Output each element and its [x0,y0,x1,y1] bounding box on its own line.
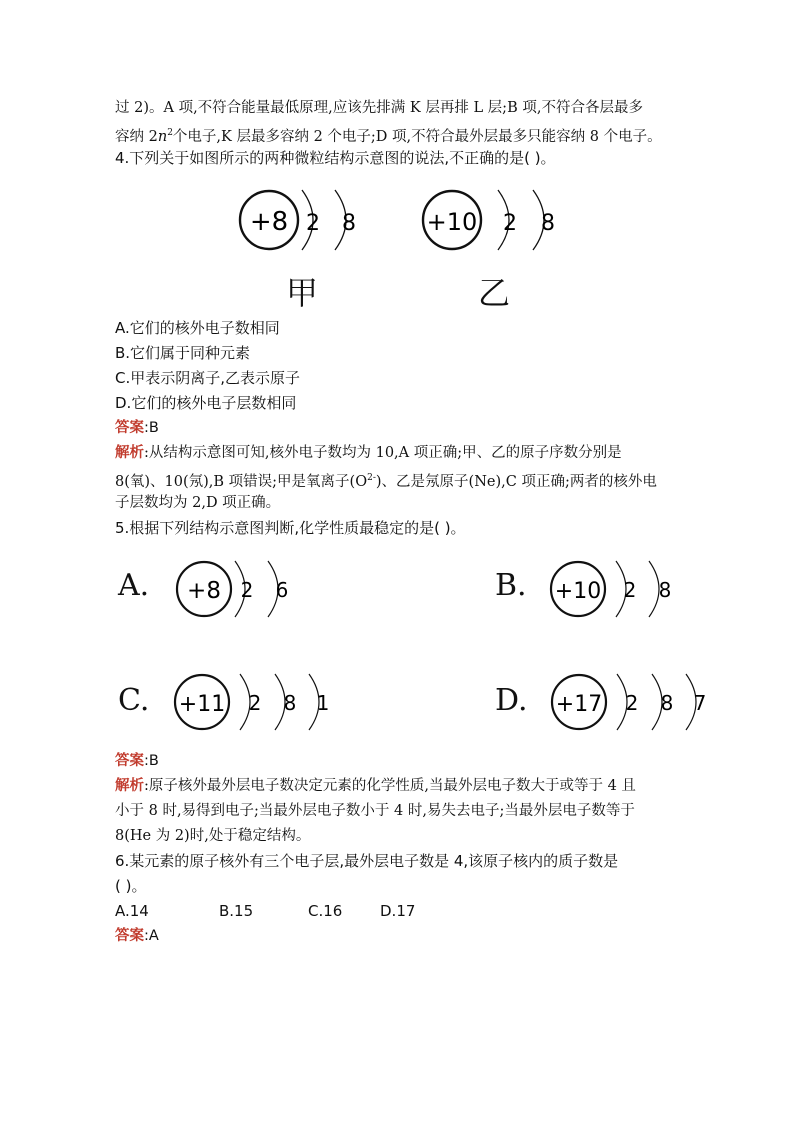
q5-option-c-letter: C. [118,683,150,718]
shell-electron-count: 8 [660,691,674,715]
nucleus-charge: +11 [178,692,226,717]
shell-electron-count: 8 [342,211,356,236]
nucleus-charge: +8 [249,207,289,237]
shell-electron-count: 8 [541,211,555,236]
figure-label-jia: 甲 [286,274,319,312]
nucleus-charge: +17 [555,692,603,717]
shell-electron-count: 7 [693,691,707,715]
q4-stem: 4.下列关于如图所示的两种微粒结构示意图的说法,不正确的是( )。 [115,149,556,167]
q4-option-c: C.甲表示阴离子,乙表示原子 [115,369,301,387]
q5-analysis-line-3: 8(He 为 2)时,处于稳定结构。 [115,828,311,844]
analysis-label: 解析 [115,445,144,461]
q5-option-b-diagram [548,555,688,625]
q4-option-d: D.它们的核外电子层数相同 [115,394,297,412]
atom-diagram-yi [423,190,555,250]
q5-option-a-letter: A. [118,568,150,603]
q6-option-c: C.16 [308,902,343,920]
q5-analysis-line-2: 小于 8 时,易得到电子;当最外层电子数小于 4 时,易失去电子;当最外层电子数等于 [115,803,635,819]
shell-electron-count: 2 [240,578,254,602]
electron-shell-arc [649,561,659,617]
q6-stem-line-2: ( )。 [115,877,147,895]
atom-diagram-jia [240,190,356,250]
q4-analysis-line-1: 解析:从结构示意图可知,核外电子数均为 10,A 项正确;甲、乙的原子序数分别是 [115,445,622,461]
q6-option-a: A.14 [115,902,149,920]
answer-value: :A [144,928,159,944]
answer-label: 答案 [115,753,144,769]
shell-electron-count: 2 [625,691,639,715]
q5-option-c-diagram [172,668,342,738]
intro-line-1: 过 2)。A 项,不符合能量最低原理,应该先排满 K 层再排 L 层;B 项,不符合各层最多 [115,100,643,116]
q6-answer [115,926,159,946]
nucleus-charge: +8 [187,578,221,604]
q6-option-d: D.17 [380,902,416,920]
q4-figure [230,180,570,255]
intro-line-2: 容纳 $2n^2$个电子,K 层最多容纳 2 个电子;D 项,不符合最外层最多只能容纳 8 个电子。 [115,128,662,145]
answer-value: :B [144,420,159,436]
figure-label-yi: 乙 [478,274,511,312]
q5-stem: 5.根据下列结构示意图判断,化学性质最稳定的是( )。 [115,519,466,537]
q5-option-d-letter: D. [495,683,528,718]
answer-value: :B [144,753,159,769]
shell-electron-count: 2 [306,211,320,236]
nucleus-charge: +10 [554,579,602,604]
q4-option-a: A.它们的核外电子数相同 [115,319,280,337]
answer-label: 答案 [115,420,144,436]
answer-label: 答案 [115,928,144,944]
shell-electron-count: 6 [275,578,289,602]
q4-answer [115,418,159,438]
shell-electron-count: 2 [248,691,262,715]
q5-answer [115,751,159,771]
shell-electron-count: 8 [658,578,672,602]
shell-electron-count: 2 [623,578,637,602]
shell-electron-count: 1 [316,691,330,715]
q4-analysis-line-3: 子层数均为 2,D 项正确。 [115,495,281,511]
shell-electron-count: 8 [283,691,297,715]
q6-stem-line-1: 6.某元素的原子核外有三个电子层,最外层电子数是 4,该原子核内的质子数是 [115,852,619,870]
q4-analysis-line-2: 8(氧)、10(氖),B 项错误;甲是氧离子$(O^{2-})$、乙是氖原子(Ne),C 项正确;两者的核外电 [115,473,657,490]
q4-option-b: B.它们属于同种元素 [115,344,251,362]
shell-electron-count: 2 [503,211,517,236]
nucleus-charge: +10 [426,208,478,236]
q5-analysis-line-1: 解析:原子核外最外层电子数决定元素的化学性质,当最外层电子数大于或等于 4 且 [115,778,636,794]
analysis-label: 解析 [115,778,144,794]
q5-option-b-letter: B. [495,568,527,603]
q5-option-d-diagram [549,668,719,738]
q5-option-a-diagram [175,555,305,625]
q6-option-b: B.15 [219,902,254,920]
